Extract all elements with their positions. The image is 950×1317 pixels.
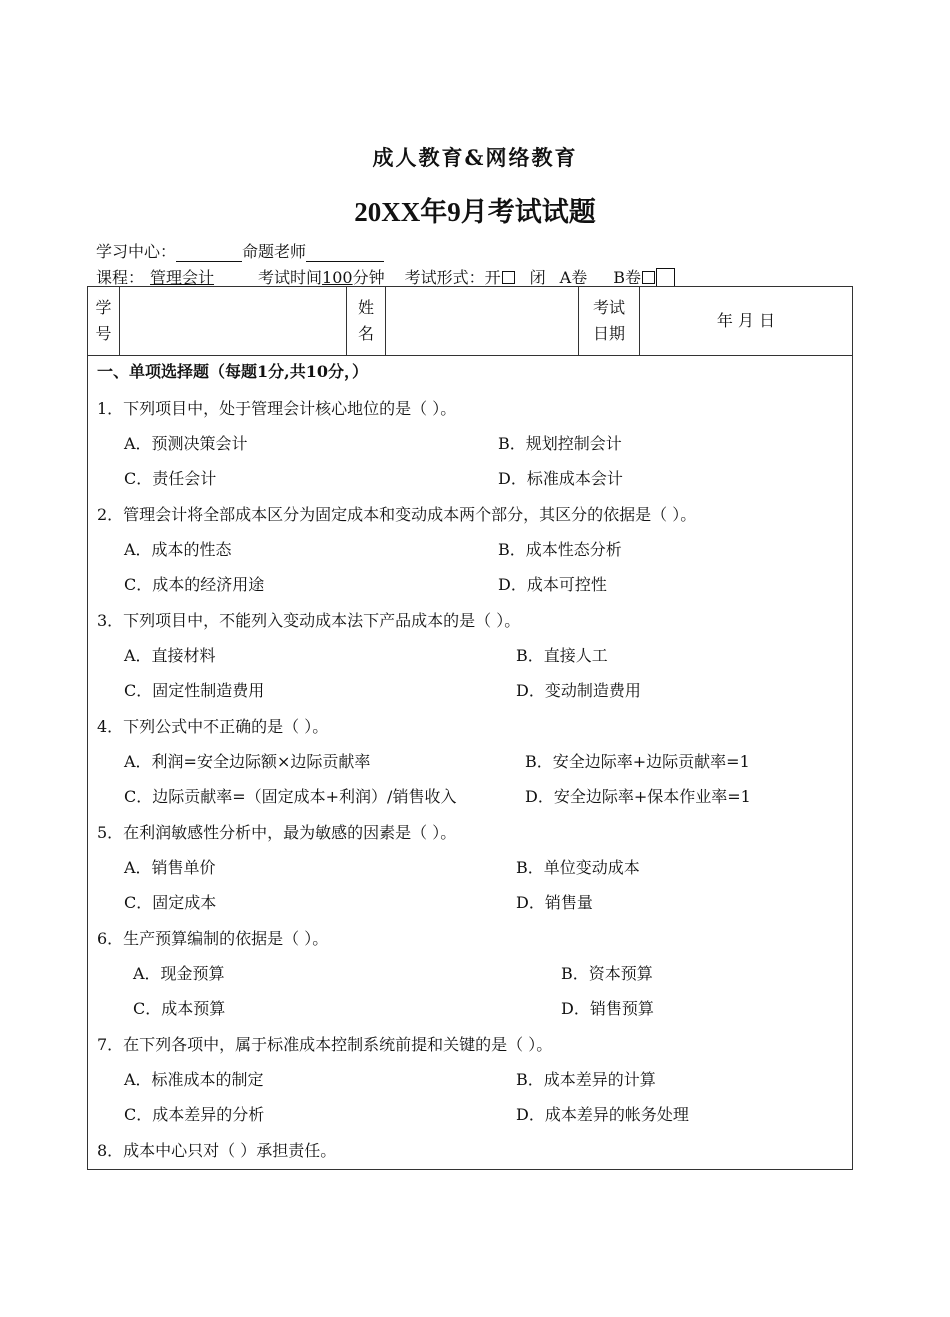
option-d[interactable]: D．销售量	[516, 893, 593, 912]
volume-b-checkbox[interactable]	[642, 271, 655, 284]
info-line-1	[96, 239, 384, 262]
option-c[interactable]: C．成本差异的分析	[124, 1105, 265, 1124]
question-stem: 1．下列项目中，处于管理会计核心地位的是（ ）。	[97, 399, 457, 418]
teacher-label: 命题老师	[242, 242, 307, 261]
exam-date-value[interactable]: 年 月 日	[716, 311, 776, 330]
option-c[interactable]: C．责任会计	[124, 469, 217, 488]
question-stem: 3．下列项目中，不能列入变动成本法下产品成本的是（ ）。	[97, 611, 521, 630]
student-number-label: 学 号	[95, 298, 112, 343]
question-stem: 8．成本中心只对（ ）承担责任。	[97, 1141, 337, 1160]
option-a[interactable]: A．现金预算	[133, 964, 225, 983]
question-stem: 6．生产预算编制的依据是（ ）。	[97, 929, 329, 948]
option-c[interactable]: C．边际贡献率=（固定成本+利润）/销售收入	[124, 787, 457, 806]
course-label: 课程：	[96, 268, 145, 287]
option-d[interactable]: D．成本差异的帐务处理	[516, 1105, 689, 1124]
option-b[interactable]: B．单位变动成本	[516, 858, 640, 877]
exam-date-label: 考试 日期	[592, 298, 625, 343]
question-stem: 5．在利润敏感性分析中，最为敏感的因素是（ ）。	[97, 823, 457, 842]
student-number-field[interactable]	[120, 287, 346, 355]
volume-b-box[interactable]	[656, 268, 675, 287]
exam-time-value: 100	[322, 268, 353, 287]
option-d[interactable]: D．安全边际率+保本作业率=1	[525, 787, 751, 806]
closed-book-label: 闭	[529, 268, 546, 287]
study-center-field[interactable]	[176, 242, 242, 262]
open-book-checkbox[interactable]	[502, 271, 515, 284]
exam-frame	[87, 286, 853, 1170]
exam-form-label: 考试形式：开	[404, 268, 501, 287]
course-value: 管理会计	[150, 268, 215, 287]
option-c[interactable]: C．固定成本	[124, 893, 217, 912]
teacher-field[interactable]	[306, 242, 384, 262]
option-a[interactable]: A．成本的性态	[124, 540, 232, 559]
question-stem: 7．在下列各项中，属于标准成本控制系统前提和关键的是（ ）。	[97, 1035, 553, 1054]
option-a[interactable]: A．标准成本的制定	[124, 1070, 264, 1089]
option-b[interactable]: B．资本预算	[561, 964, 653, 983]
student-info-table	[88, 287, 852, 356]
option-d[interactable]: D．成本可控性	[498, 575, 607, 594]
exam-time-unit: 分钟	[352, 268, 385, 287]
option-c[interactable]: C．成本的经济用途	[124, 575, 265, 594]
option-b[interactable]: B．安全边际率+边际贡献率=1	[525, 752, 750, 771]
exam-title: 20XX年9月考试试题	[354, 197, 596, 227]
option-d[interactable]: D．标准成本会计	[498, 469, 623, 488]
name-field[interactable]	[386, 287, 578, 355]
option-a[interactable]: A．销售单价	[124, 858, 216, 877]
option-c[interactable]: C．固定性制造费用	[124, 681, 265, 700]
volume-a-label: A卷	[559, 268, 588, 287]
option-b[interactable]: B．规划控制会计	[498, 434, 622, 453]
option-c[interactable]: C．成本预算	[133, 999, 226, 1018]
question-stem: 4．下列公式中不正确的是（ ）。	[97, 717, 329, 736]
option-a[interactable]: A．利润=安全边际额×边际贡献率	[124, 752, 371, 771]
question-stem: 2．管理会计将全部成本区分为固定成本和变动成本两个部分，其区分的依据是（ ）。	[97, 505, 697, 524]
info-line-2	[96, 265, 675, 288]
option-d[interactable]: D．销售预算	[561, 999, 654, 1018]
organization-title: 成人教育&网络教育	[372, 145, 578, 170]
option-a[interactable]: A．预测决策会计	[124, 434, 248, 453]
option-a[interactable]: A．直接材料	[124, 646, 216, 665]
option-d[interactable]: D．变动制造费用	[516, 681, 641, 700]
option-b[interactable]: B．成本差异的计算	[516, 1070, 656, 1089]
option-b[interactable]: B．成本性态分析	[498, 540, 622, 559]
section-title: 一、单项选择题（每题1分,共10分，）	[97, 362, 368, 381]
study-center-label: 学习中心：	[96, 242, 177, 261]
exam-time-label: 考试时间	[258, 268, 323, 287]
option-b[interactable]: B．直接人工	[516, 646, 608, 665]
name-label: 姓 名	[357, 298, 374, 343]
volume-b-label: B卷	[613, 268, 641, 287]
